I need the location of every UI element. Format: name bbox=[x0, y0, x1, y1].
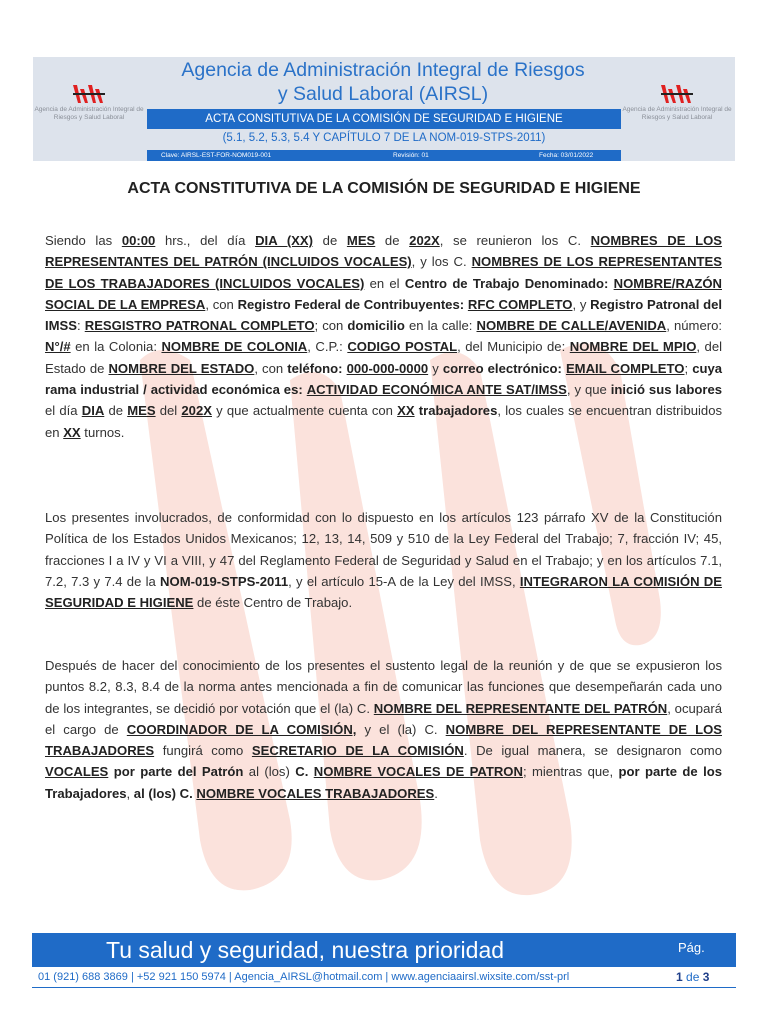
document-header bbox=[33, 57, 735, 161]
page-total: 3 bbox=[702, 970, 710, 984]
document-title: ACTA CONSTITUTIVA DE LA COMISIÓN DE SEGURIDAD E HIGIENE bbox=[127, 180, 641, 197]
agency-logo-icon bbox=[69, 83, 109, 105]
logo-right bbox=[621, 83, 733, 121]
logo-caption: Agencia de Administración Integral de Riesgos y Salud Laboral bbox=[622, 106, 732, 121]
logo-caption: Agencia de Administración Integral de Riesgos y Salud Laboral bbox=[34, 106, 144, 121]
page-current: 1 bbox=[676, 970, 683, 984]
page-number bbox=[676, 970, 709, 984]
paragraph-constitution: Siendo las 00:00 hrs., del día DIA (XX) de MES de 202X, se reunieron los C. NOMBRES DE LOS REPRESENTANTES DEL PATRÓN (INCLUIDOS VOCALES), y los C. NOMBRES DE LOS REPRESENTANTES DE LOS TRABAJADORES (INCLUIDOS VOCALES) en el Centro de Trabajo Denominado: NOMBRE/RAZÓN SOCIAL DE LA EMPRESA, con Registro Federal de Contribuyentes: RFC COMPLETO, y Registro Patronal del IMSS: RESGISTRO PATRONAL COMPLETO; con domicilio en la calle: NOMBRE DE CALLE/AVENIDA, número: N°/# en la Colonia: NOMBRE DE COLONIA, C.P.: CODIGO POSTAL, del Municipio de: NOMBRE DEL MPIO, del Estado de NOMBRE DEL ESTADO, con teléfono: 000-000-0000 y correo electrónico: EMAIL COMPLETO; cuya rama industrial / actividad económica es: ACTIVIDAD ECONÓMICA ANTE SAT/IMSS, y que inició sus labores el día DIA de MES del 202X y que actualmente cuenta con XX trabajadores, los cuales se encuentran distribuidos en XX turnos. bbox=[45, 233, 723, 440]
header-banner: ACTA CONSITUTIVA DE LA COMISIÓN DE SEGURIDAD E HIGIENE bbox=[147, 109, 621, 129]
footer-banner bbox=[32, 933, 736, 967]
agency-name-line-2: y Salud Laboral (AIRSL) bbox=[277, 83, 489, 105]
header-subtitle: (5.1, 5.2, 5.3, 5.4 Y CAPÍTULO 7 DE LA NOM-019-STPS-2011) bbox=[222, 132, 546, 144]
footer-slogan: Tu salud y seguridad, nuestra prioridad bbox=[106, 937, 505, 963]
footer-contact: 01 (921) 688 3869 | +52 921 150 5974 | Agencia_AIRSL@hotmail.com | www.agenciaairsl.wixsite.com/sst-prl bbox=[38, 971, 570, 983]
logo-left bbox=[33, 83, 145, 121]
paragraph-legal-basis: Los presentes involucrados, de conformidad con lo dispuesto en los artículos 123 párrafo XV de la Constitución Política de los Estados Unidos Mexicanos; 12, 13, 14, 509 y 510 de la Ley Federal del Trabajo; 7, fracción IV; 45, fracciones I a IV y VI a VIII, y 47 del Reglamento Federal de Seguridad y Salud en el Trabajo; y en los artículos 7.1, 7.2, 7.3 y 7.4 de la NOM-019-STPS-2011, y el artículo 15-A de la Ley del IMSS, INTEGRARON LA COMISIÓN DE SEGURIDAD E HIGIENE de éste Centro de Trabajo. bbox=[45, 510, 722, 611]
footer-divider bbox=[32, 987, 736, 988]
meta-fecha: Fecha: 03/01/2022 bbox=[539, 152, 594, 159]
page-of: de bbox=[686, 970, 700, 984]
page-label: Pág. bbox=[678, 940, 705, 955]
agency-logo-icon bbox=[657, 83, 697, 105]
meta-revision: Revisión: 01 bbox=[393, 152, 429, 159]
document-meta bbox=[147, 150, 621, 161]
meta-clave: Clave: AIRSL-EST-FOR-NOM019-001 bbox=[161, 152, 272, 159]
paragraph-designations: Después de hacer del conocimiento de los presentes el sustento legal de la reunión y de que se expusieron los puntos 8.2, 8.3, 8.4 de la norma antes mencionada a fin de comunicar las funciones que desempeñarán cada uno de los integrantes, se decidió por votación que el (la) C. NOMBRE DEL REPRESENTANTE DEL PATRÓN, ocupará el cargo de COORDINADOR DE LA COMISIÓN, y el (la) C. NOMBRE DEL REPRESENTANTE DE LOS TRABAJADORES fungirá como SECRETARIO DE LA COMISIÓN. De igual manera, se designaron como VOCALES por parte del Patrón al (los) C. NOMBRE VOCALES DE PATRON; mientras que, por parte de los Trabajadores, al (los) C. NOMBRE VOCALES TRABAJADORES. bbox=[45, 658, 723, 801]
agency-name-line-1: Agencia de Administración Integral de Riesgos bbox=[181, 59, 585, 81]
